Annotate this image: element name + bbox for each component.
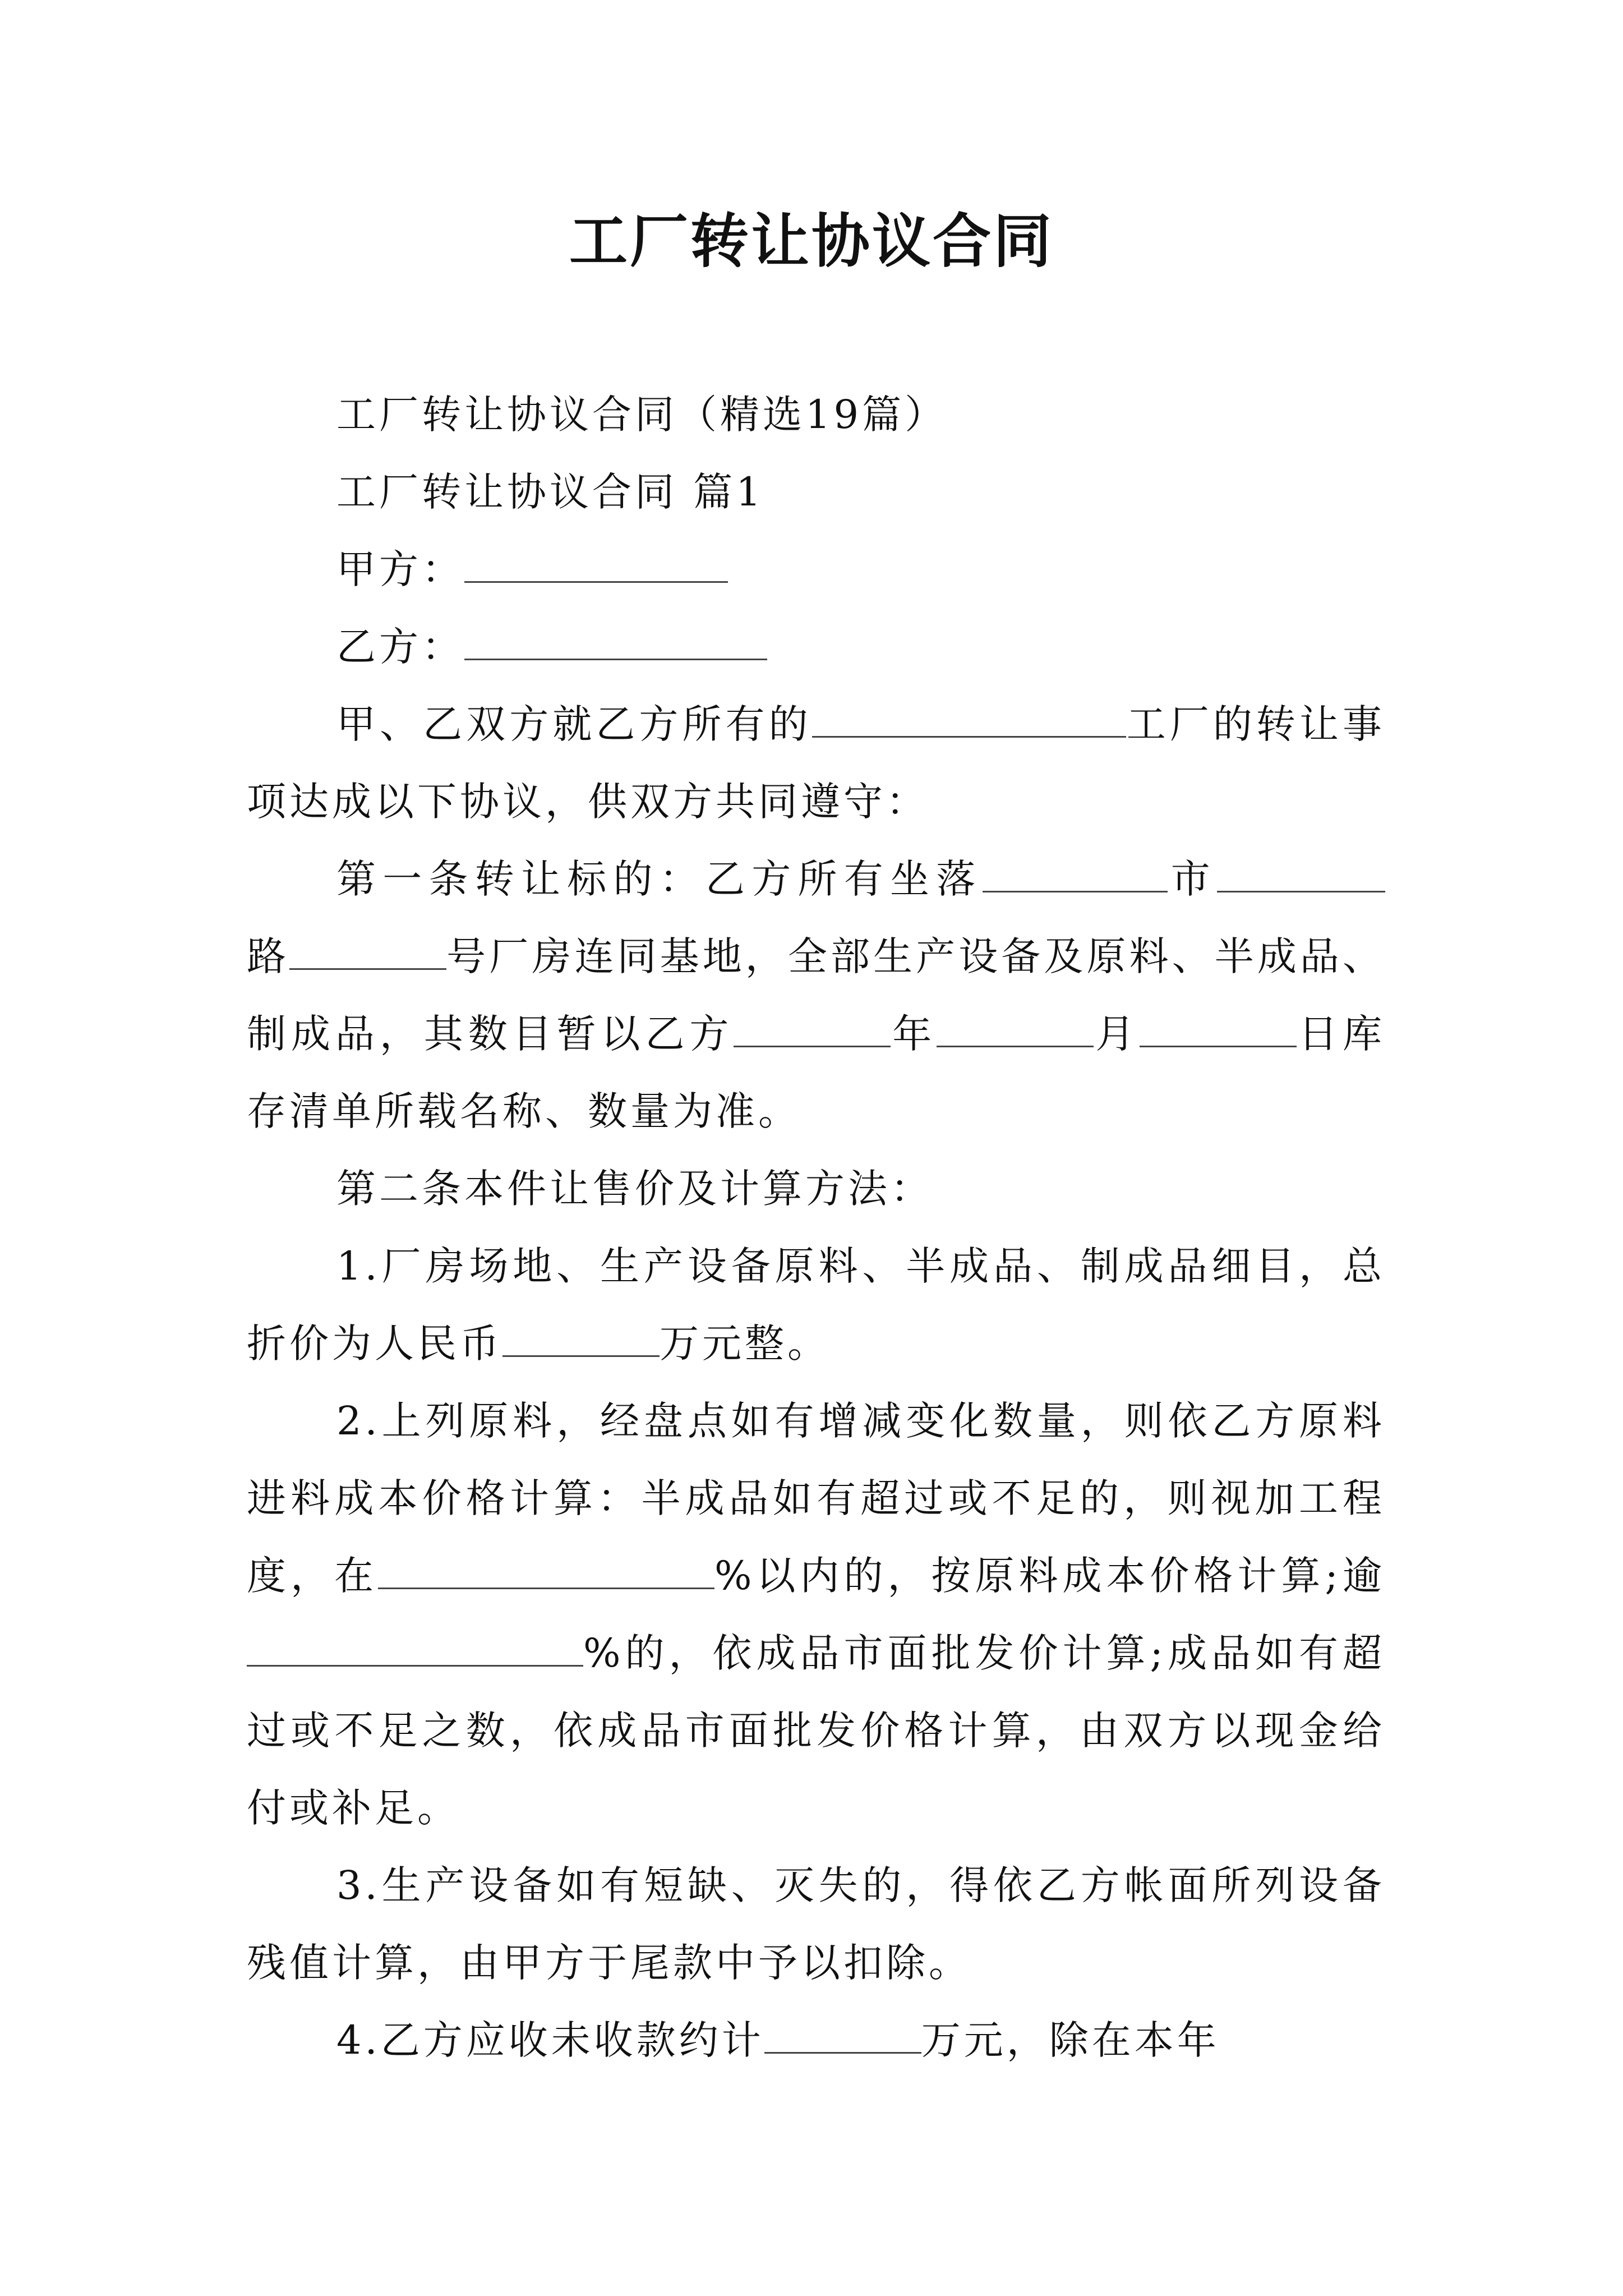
item-1-text-2: 万元整。 (660, 1320, 830, 1366)
document-title: 工厂转让协议合同 (569, 206, 1054, 275)
total-price-blank (502, 1322, 660, 1357)
item-2-text-2: %以内的，按原料成本价格计算;逾 (714, 1553, 1385, 1599)
document-body (247, 376, 1385, 2079)
item-2-paragraph (247, 1382, 1385, 1847)
collection-heading: 工厂转让协议合同（精选19篇） (336, 392, 948, 438)
road-blank (1217, 857, 1385, 892)
item-1-paragraph (247, 1227, 1385, 1382)
item-1-text-1: 1.厂房场地、生产设备原料、半成品、制成品细目，总折价为人民币 (247, 1243, 1385, 1366)
article-1-text-5: 年 (891, 1011, 937, 1057)
item-2-text-3: %的，依成品市面批发价计算;成品如有超过或不足之数，依成品市面批发价格计算，由双方以现金给付或补足。 (247, 1630, 1385, 1831)
article-1-text-4: 号厂房连同基地，全部生产设备及原料、半成品、制成品，其数目暂以乙方 (247, 933, 1386, 1057)
receivable-blank (764, 2018, 921, 2054)
article-2-heading: 第二条本件让售价及计算方法： (336, 1166, 933, 1212)
item-3-paragraph: 3.生产设备如有短缺、灭失的，得依乙方帐面所列设备残值计算，由甲方于尾款中予以扣除。 (247, 1862, 1385, 1986)
article-1-paragraph (247, 840, 1385, 1150)
month-blank (937, 1012, 1094, 1047)
party-b-line (247, 608, 1385, 685)
intro-paragraph (247, 685, 1385, 840)
item-2-text-1: 2.上列原料，经盘点如有增减变化数量，则依乙方原料进料成本价格计算：半成品如有超过或不足的，则视加工程度，在 (247, 1398, 1385, 1599)
city-blank (983, 857, 1168, 892)
article-1-text-2: 市 (1167, 856, 1217, 902)
factory-name-blank (812, 702, 1126, 738)
year-blank (734, 1012, 891, 1047)
party-a-label: 甲方： (336, 546, 464, 592)
article-1-text-1: 第一条转让标的：乙方所有坐落 (336, 856, 983, 902)
party-b-blank (464, 625, 767, 660)
intro-text-1: 甲、乙双方就乙方所有的 (336, 701, 812, 747)
percent-over-blank (247, 1631, 583, 1667)
article-1-text-3: 路 (247, 933, 290, 979)
part-heading: 工厂转让协议合同 篇1 (336, 469, 764, 515)
item-4-paragraph (247, 2001, 1385, 2079)
item-4-text-2: 万元，除在本年 (921, 2017, 1220, 2063)
day-blank (1140, 1012, 1297, 1047)
article-1-text-6: 月 (1094, 1011, 1140, 1057)
party-b-label: 乙方： (336, 624, 464, 670)
article-1-text-7: 日库存清单所载名称、数量为准。 (247, 1011, 1386, 1134)
intro-text-2: 工厂的转让事项达成以下协议，供双方共同遵守： (247, 701, 1386, 825)
item-4-text-1: 4.乙方应收未收款约计 (336, 2017, 764, 2063)
party-a-blank (464, 547, 728, 583)
percent-within-blank (378, 1554, 714, 1589)
number-blank (289, 935, 446, 970)
party-a-line (247, 531, 1385, 608)
